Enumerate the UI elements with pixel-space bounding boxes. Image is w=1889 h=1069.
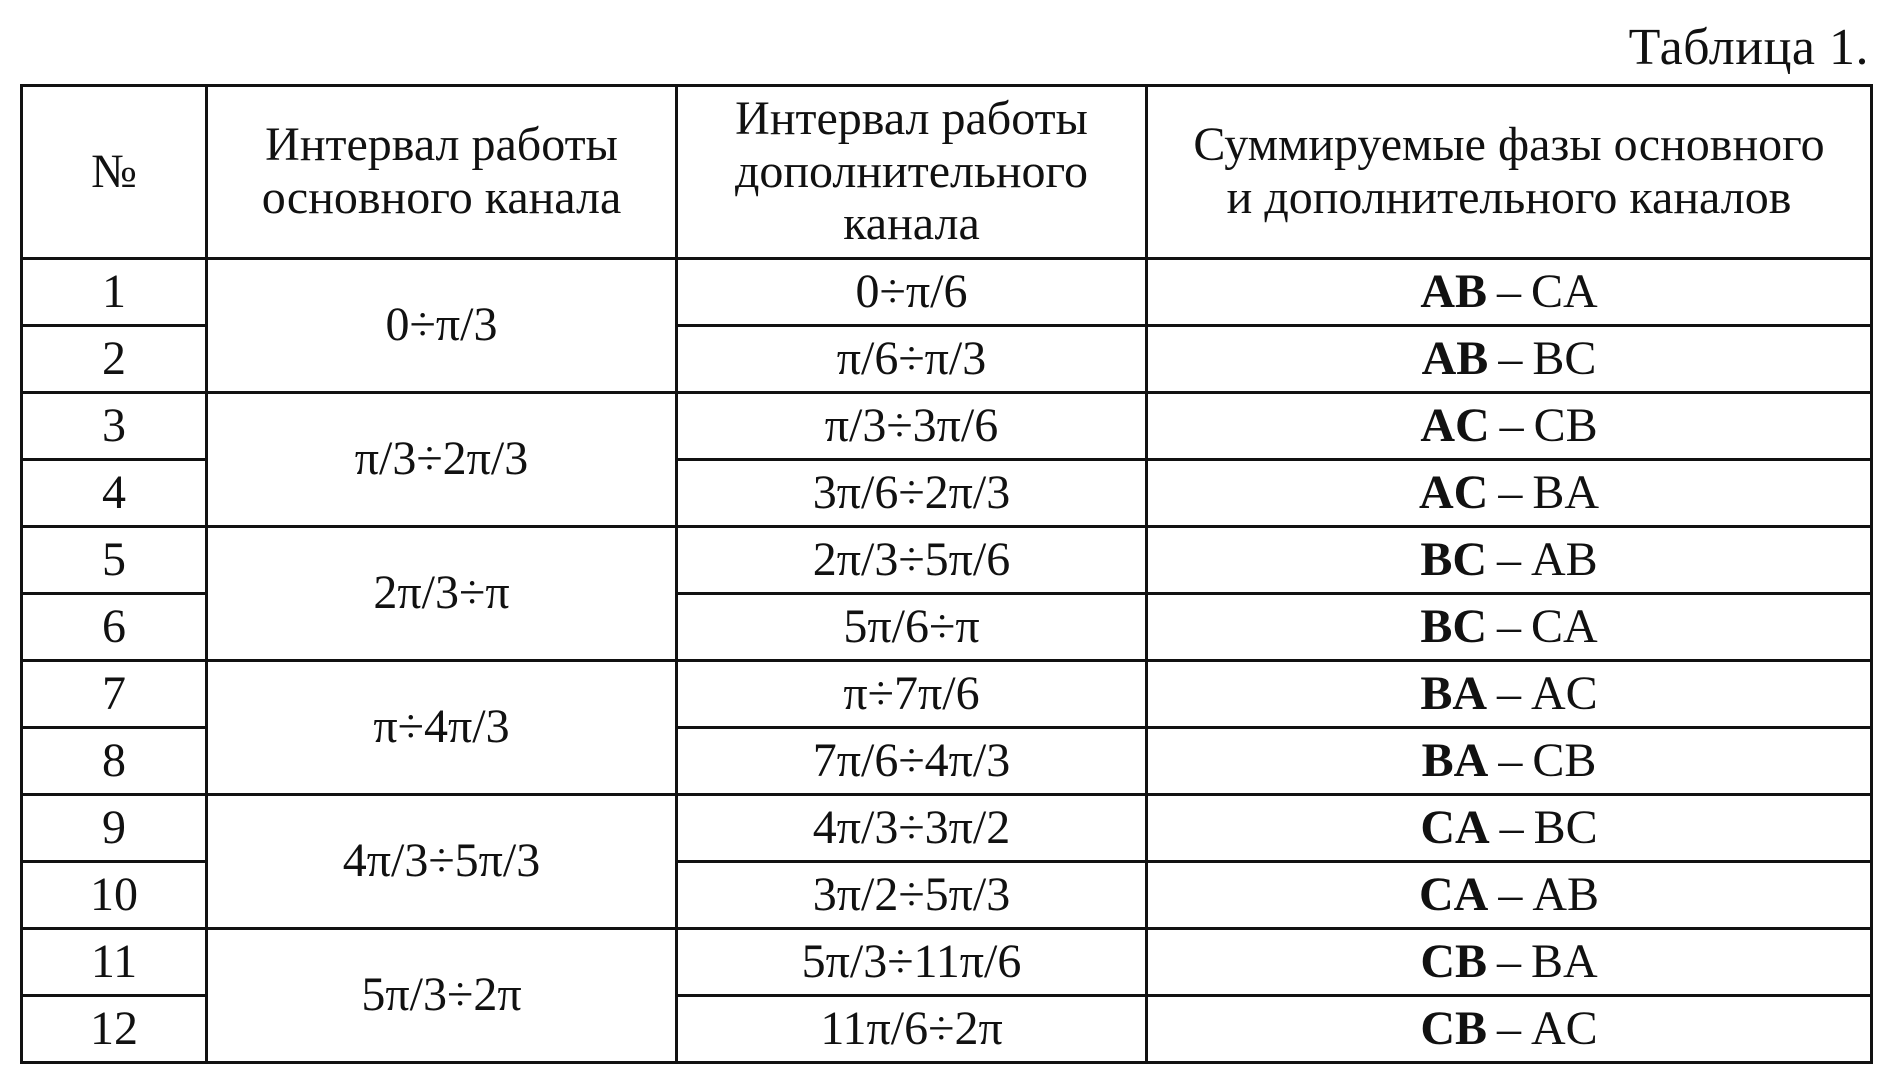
extra-interval-cell: 0÷π/6 [677, 259, 1147, 326]
table-header-row [22, 86, 1872, 259]
secondary-phase: AB [1532, 867, 1599, 921]
phase-dash: – [1498, 331, 1523, 385]
phases-cell [1147, 661, 1872, 728]
phases-cell [1147, 527, 1872, 594]
table-body [22, 259, 1872, 1063]
phases-cell [1147, 795, 1872, 862]
phase-dash: – [1498, 465, 1523, 519]
main-interval-cell: 0÷π/3 [207, 259, 677, 393]
secondary-phase: AC [1531, 1001, 1598, 1055]
secondary-phase: BA [1532, 465, 1599, 519]
row-number: 8 [22, 728, 207, 795]
phases-cell [1147, 326, 1872, 393]
header-extra-line-3: канала [843, 197, 980, 251]
main-interval-cell: π÷4π/3 [207, 661, 677, 795]
extra-interval-cell: 5π/3÷11π/6 [677, 929, 1147, 996]
header-extra-line-2: дополнительного [734, 144, 1089, 198]
phases-cell [1147, 929, 1872, 996]
table-row [22, 527, 1872, 594]
row-number: 2 [22, 326, 207, 393]
extra-interval-cell: 4π/3÷3π/2 [677, 795, 1147, 862]
header-extra-interval [677, 86, 1147, 259]
secondary-phase: BC [1533, 800, 1598, 854]
main-interval-cell: π/3÷2π/3 [207, 393, 677, 527]
primary-phase: BC [1420, 532, 1487, 586]
main-interval-cell: 4π/3÷5π/3 [207, 795, 677, 929]
phases-cell [1147, 728, 1872, 795]
phase-dash: – [1497, 599, 1521, 653]
primary-phase: CB [1420, 934, 1487, 988]
primary-phase: AB [1421, 331, 1489, 385]
row-number: 9 [22, 795, 207, 862]
phases-cell [1147, 996, 1872, 1063]
row-number: 3 [22, 393, 207, 460]
secondary-phase: BC [1532, 331, 1597, 385]
extra-interval-cell: π÷7π/6 [677, 661, 1147, 728]
table-row [22, 259, 1872, 326]
phase-dash: – [1499, 800, 1524, 854]
table-row [22, 393, 1872, 460]
row-number: 5 [22, 527, 207, 594]
header-phases-line-2: и дополнительного каналов [1226, 171, 1792, 224]
primary-phase: CA [1420, 800, 1490, 854]
extra-interval-cell: 7π/6÷4π/3 [677, 728, 1147, 795]
main-interval-cell: 5π/3÷2π [207, 929, 677, 1063]
extra-interval-cell: 11π/6÷2π [677, 996, 1147, 1063]
table-caption: Таблица 1. [1628, 19, 1869, 76]
secondary-phase: CA [1531, 599, 1598, 653]
secondary-phase: CB [1532, 733, 1597, 787]
extra-interval-cell: 3π/2÷5π/3 [677, 862, 1147, 929]
primary-phase: BA [1420, 666, 1487, 720]
row-number: 12 [22, 996, 207, 1063]
phases-cell [1147, 594, 1872, 661]
row-number: 6 [22, 594, 207, 661]
extra-interval-cell: 5π/6÷π [677, 594, 1147, 661]
phases-cell [1147, 460, 1872, 527]
phase-dash: – [1497, 264, 1521, 318]
phases-cell [1147, 393, 1872, 460]
primary-phase: CA [1418, 867, 1489, 921]
header-summed-phases [1147, 86, 1872, 259]
phase-dash: – [1497, 1001, 1521, 1055]
primary-phase: CB [1420, 1001, 1487, 1055]
extra-interval-cell: 2π/3÷5π/6 [677, 527, 1147, 594]
main-interval-cell: 2π/3÷π [207, 527, 677, 661]
extra-interval-cell: π/3÷3π/6 [677, 393, 1147, 460]
row-number: 10 [22, 862, 207, 929]
header-extra-line-1: Интервал работы [735, 91, 1088, 145]
row-number: 7 [22, 661, 207, 728]
header-phases-line-1: Суммируемые фазы основного [1193, 118, 1825, 172]
primary-phase: AC [1418, 465, 1489, 519]
primary-phase: AB [1420, 264, 1487, 318]
primary-phase: BC [1420, 599, 1487, 653]
extra-interval-cell: 3π/6÷2π/3 [677, 460, 1147, 527]
secondary-phase: AB [1531, 532, 1598, 586]
table-row [22, 929, 1872, 996]
primary-phase: BA [1421, 733, 1489, 787]
row-number: 4 [22, 460, 207, 527]
phases-cell [1147, 259, 1872, 326]
secondary-phase: BA [1531, 934, 1598, 988]
phase-dash: – [1497, 532, 1521, 586]
secondary-phase: CA [1531, 264, 1598, 318]
phase-dash: – [1498, 733, 1523, 787]
header-number: № [22, 86, 207, 259]
secondary-phase: AC [1531, 666, 1598, 720]
phase-dash: – [1497, 934, 1521, 988]
row-number: 1 [22, 259, 207, 326]
table-row [22, 661, 1872, 728]
header-main-interval [207, 86, 677, 259]
table-row [22, 795, 1872, 862]
phases-cell [1147, 862, 1872, 929]
intervals-table [20, 84, 1873, 1064]
header-main-line-1: Интервал работы [265, 118, 618, 172]
phase-dash: – [1497, 666, 1521, 720]
row-number: 11 [22, 929, 207, 996]
secondary-phase: CB [1533, 398, 1598, 452]
header-main-line-2: основного канала [261, 171, 622, 224]
phase-dash: – [1499, 398, 1524, 452]
phase-dash: – [1498, 867, 1523, 921]
primary-phase: AC [1420, 398, 1490, 452]
extra-interval-cell: π/6÷π/3 [677, 326, 1147, 393]
